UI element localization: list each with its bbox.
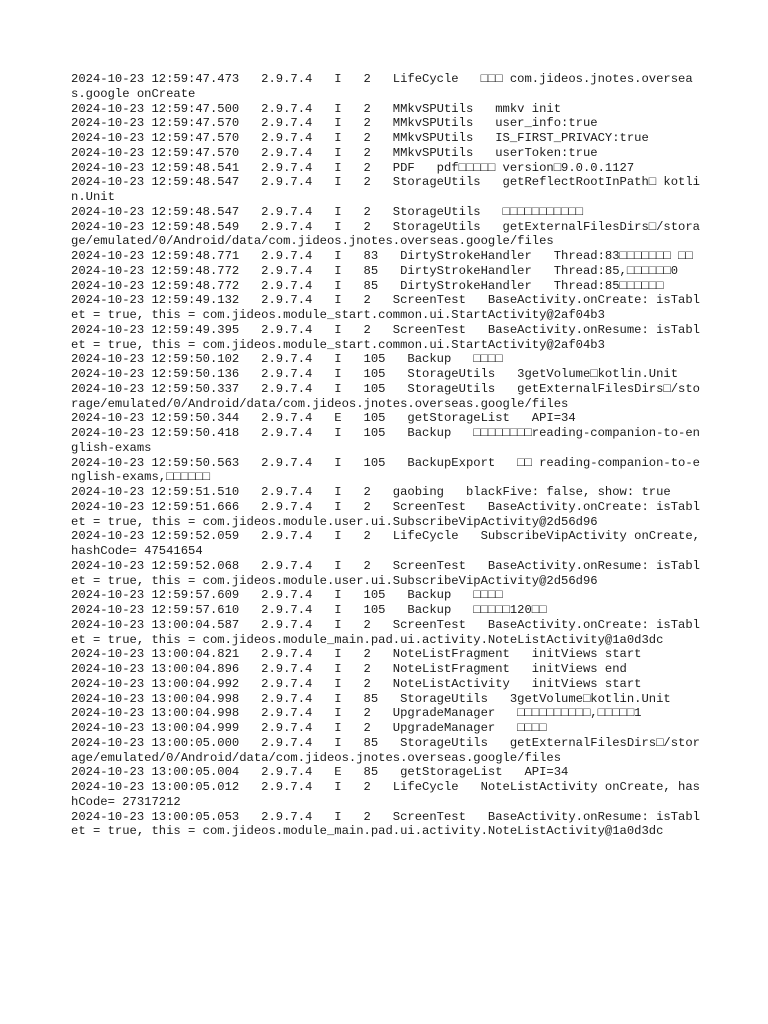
- log-view: [71, 72, 708, 839]
- log-entry: 2024-10-23 12:59:48.772 2.9.7.4 I 85 DirtyStrokeHandler Thread:85,□□□□□□0: [71, 263, 679, 278]
- log-entry: 2024-10-23 12:59:51.510 2.9.7.4 I 2 gaobing blackFive: false, show: true: [71, 485, 671, 499]
- log-entry: 2024-10-23 13:00:04.896 2.9.7.4 I 2 NoteListFragment initViews end: [71, 662, 627, 676]
- log-entry: 2024-10-23 12:59:50.418 2.9.7.4 I 105 Backup □□□□□□□□reading-companion-to-english-exams: [71, 426, 700, 455]
- log-entry: 2024-10-23 12:59:50.344 2.9.7.4 E 105 getStorageList API=34: [71, 411, 576, 426]
- log-entry: 2024-10-23 12:59:57.610 2.9.7.4 I 105 Backup □□□□□120□□: [71, 603, 547, 617]
- log-entry: 2024-10-23 12:59:48.549 2.9.7.4 I 2 StorageUtils getExternalFilesDirs□/storage/emulated/0/Android/data/com.jideos.jnotes.overseas.google/files: [71, 219, 700, 249]
- log-entry: 2024-10-23 12:59:57.609 2.9.7.4 I 105 Backup □□□□: [71, 588, 503, 603]
- log-entry: 2024-10-23 12:59:47.570 2.9.7.4 I 2 MMkvSPUtils userToken:true: [71, 145, 598, 160]
- log-entry: 2024-10-23 13:00:05.053 2.9.7.4 I 2 ScreenTest BaseActivity.onResume: isTablet = true, this = com.jideos.module_main.pad.ui.activity.NoteListActivity@1a0d3dc: [71, 809, 700, 839]
- log-entry: 2024-10-23 13:00:04.999 2.9.7.4 I 2 UpgradeManager □□□□: [71, 721, 547, 735]
- log-entry: 2024-10-23 13:00:04.587 2.9.7.4 I 2 ScreenTest BaseActivity.onCreate: isTablet = true, this = com.jideos.module_main.pad.ui.activity.NoteListActivity@1a0d3dc: [71, 617, 700, 647]
- log-entry: 2024-10-23 12:59:48.547 2.9.7.4 I 2 StorageUtils □□□□□□□□□□□: [71, 204, 583, 219]
- log-entry: 2024-10-23 12:59:49.395 2.9.7.4 I 2 ScreenTest BaseActivity.onResume: isTablet = true, this = com.jideos.module_start.common.ui.StartActivity@2af04b3: [71, 322, 700, 352]
- log-entry: 2024-10-23 13:00:04.821 2.9.7.4 I 2 NoteListFragment initViews start: [71, 647, 642, 662]
- log-entry: 2024-10-23 12:59:48.771 2.9.7.4 I 83 DirtyStrokeHandler Thread:83□□□□□□□ □□: [71, 249, 693, 263]
- log-entry: 2024-10-23 12:59:48.541 2.9.7.4 I 2 PDF pdf□□□□□ version□9.0.0.1127: [71, 160, 635, 175]
- log-entry: 2024-10-23 13:00:05.004 2.9.7.4 E 85 getStorageList API=34: [71, 765, 569, 780]
- log-entry: 2024-10-23 13:00:04.998 2.9.7.4 I 85 StorageUtils 3getVolume□kotlin.Unit: [71, 691, 671, 706]
- log-entry: 2024-10-23 12:59:50.102 2.9.7.4 I 105 Backup □□□□: [71, 352, 503, 367]
- log-entry: 2024-10-23 12:59:49.132 2.9.7.4 I 2 ScreenTest BaseActivity.onCreate: isTablet = true, this = com.jideos.module_start.common.ui.StartActivity@2af04b3: [71, 293, 700, 322]
- log-entry: 2024-10-23 12:59:52.068 2.9.7.4 I 2 ScreenTest BaseActivity.onResume: isTablet = true, this = com.jideos.module.user.ui.SubscribeVipActivity@2d56d96: [71, 558, 700, 588]
- log-entry: 2024-10-23 12:59:51.666 2.9.7.4 I 2 ScreenTest BaseActivity.onCreate: isTablet = true, this = com.jideos.module.user.ui.SubscribeVipActivity@2d56d96: [71, 499, 700, 529]
- log-entry: 2024-10-23 12:59:48.547 2.9.7.4 I 2 StorageUtils getReflectRootInPath□ kotlin.Unit: [71, 175, 700, 204]
- log-entry: 2024-10-23 13:00:05.012 2.9.7.4 I 2 LifeCycle NoteListActivity onCreate, hashCode= 27317212: [71, 780, 700, 809]
- log-entry: 2024-10-23 12:59:50.563 2.9.7.4 I 105 BackupExport □□ reading-companion-to-english-exams,□□□□□□: [71, 455, 700, 485]
- log-entry: 2024-10-23 13:00:05.000 2.9.7.4 I 85 StorageUtils getExternalFilesDirs□/storage/emulated/0/Android/data/com.jideos.jnotes.overseas.google/files: [71, 735, 700, 765]
- log-entry: 2024-10-23 12:59:50.136 2.9.7.4 I 105 StorageUtils 3getVolume□kotlin.Unit: [71, 367, 679, 381]
- log-entry: 2024-10-23 13:00:04.998 2.9.7.4 I 2 UpgradeManager □□□□□□□□□□,□□□□□1: [71, 706, 642, 721]
- log-entry: 2024-10-23 12:59:48.772 2.9.7.4 I 85 DirtyStrokeHandler Thread:85□□□□□□: [71, 278, 664, 293]
- log-entry: 2024-10-23 12:59:47.570 2.9.7.4 I 2 MMkvSPUtils IS_FIRST_PRIVACY:true: [71, 131, 649, 145]
- log-entry: 2024-10-23 12:59:47.473 2.9.7.4 I 2 LifeCycle □□□ com.jideos.jnotes.overseas.google onCreate: [71, 72, 693, 101]
- log-entry: 2024-10-23 12:59:47.500 2.9.7.4 I 2 MMkvSPUtils mmkv init: [71, 101, 562, 116]
- log-entry: 2024-10-23 12:59:50.337 2.9.7.4 I 105 StorageUtils getExternalFilesDirs□/storage/emulated/0/Android/data/com.jideos.jnotes.overseas.google/files: [71, 381, 700, 411]
- log-entry: 2024-10-23 12:59:52.059 2.9.7.4 I 2 LifeCycle SubscribeVipActivity onCreate, hashCode= 47541654: [71, 529, 708, 558]
- log-entry: 2024-10-23 13:00:04.992 2.9.7.4 I 2 NoteListActivity initViews start: [71, 676, 642, 691]
- log-entry: 2024-10-23 12:59:47.570 2.9.7.4 I 2 MMkvSPUtils user_info:true: [71, 116, 598, 131]
